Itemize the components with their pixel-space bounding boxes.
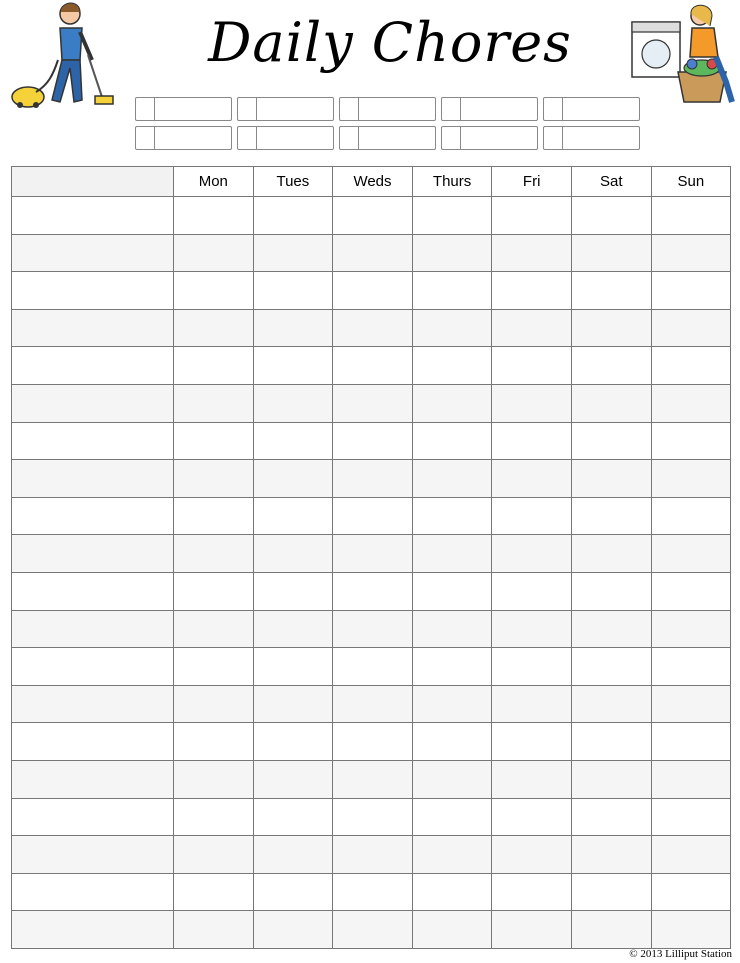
day-cell-sun[interactable] <box>651 535 731 573</box>
chore-name-cell[interactable] <box>12 723 174 761</box>
day-header-fri: Fri <box>492 167 572 197</box>
legend-box[interactable] <box>543 126 640 150</box>
legend-swatch <box>238 98 257 120</box>
legend-box[interactable] <box>135 97 232 121</box>
day-cell-weds[interactable] <box>333 422 413 460</box>
chore-row <box>12 798 731 836</box>
day-cell-fri[interactable] <box>492 347 572 385</box>
legend-row <box>135 97 645 121</box>
day-cell-mon[interactable] <box>174 309 254 347</box>
day-cell-thurs[interactable] <box>412 197 492 235</box>
day-cell-fri[interactable] <box>492 610 572 648</box>
day-cell-sun[interactable] <box>651 272 731 310</box>
day-cell-fri[interactable] <box>492 911 572 949</box>
day-cell-sun[interactable] <box>651 497 731 535</box>
day-cell-thurs[interactable] <box>412 648 492 686</box>
day-cell-weds[interactable] <box>333 610 413 648</box>
day-cell-sat[interactable] <box>571 535 651 573</box>
page-title: Daily Chores <box>208 11 572 74</box>
chore-name-cell[interactable] <box>12 911 174 949</box>
day-cell-fri[interactable] <box>492 723 572 761</box>
chore-name-cell[interactable] <box>12 497 174 535</box>
day-cell-sat[interactable] <box>571 197 651 235</box>
day-cell-thurs[interactable] <box>412 309 492 347</box>
legend-swatch <box>544 98 563 120</box>
chore-name-cell[interactable] <box>12 572 174 610</box>
legend-grid <box>135 97 645 155</box>
day-cell-tues[interactable] <box>253 460 333 498</box>
day-cell-sun[interactable] <box>651 610 731 648</box>
chore-row <box>12 347 731 385</box>
day-cell-tues[interactable] <box>253 272 333 310</box>
legend-label-field[interactable] <box>257 127 333 149</box>
day-cell-sun[interactable] <box>651 798 731 836</box>
chore-name-cell[interactable] <box>12 234 174 272</box>
day-cell-tues[interactable] <box>253 760 333 798</box>
day-cell-tues[interactable] <box>253 422 333 460</box>
chore-name-cell[interactable] <box>12 873 174 911</box>
day-cell-sat[interactable] <box>571 648 651 686</box>
day-cell-mon[interactable] <box>174 572 254 610</box>
day-cell-weds[interactable] <box>333 836 413 874</box>
day-cell-sat[interactable] <box>571 572 651 610</box>
day-cell-mon[interactable] <box>174 272 254 310</box>
day-cell-weds[interactable] <box>333 460 413 498</box>
day-cell-fri[interactable] <box>492 572 572 610</box>
chore-name-cell[interactable] <box>12 460 174 498</box>
chore-row <box>12 535 731 573</box>
day-cell-sat[interactable] <box>571 422 651 460</box>
day-cell-sun[interactable] <box>651 197 731 235</box>
day-cell-tues[interactable] <box>253 911 333 949</box>
day-cell-mon[interactable] <box>174 234 254 272</box>
day-cell-fri[interactable] <box>492 798 572 836</box>
day-cell-weds[interactable] <box>333 347 413 385</box>
day-cell-sun[interactable] <box>651 760 731 798</box>
day-header-thurs: Thurs <box>412 167 492 197</box>
day-cell-thurs[interactable] <box>412 572 492 610</box>
day-cell-sun[interactable] <box>651 309 731 347</box>
day-header-weds: Weds <box>333 167 413 197</box>
day-cell-weds[interactable] <box>333 384 413 422</box>
day-cell-mon[interactable] <box>174 535 254 573</box>
day-cell-mon[interactable] <box>174 648 254 686</box>
day-cell-tues[interactable] <box>253 197 333 235</box>
boy-vacuuming-clipart <box>8 0 128 115</box>
day-cell-sun[interactable] <box>651 347 731 385</box>
day-cell-mon[interactable] <box>174 347 254 385</box>
day-cell-tues[interactable] <box>253 572 333 610</box>
day-cell-sun[interactable] <box>651 460 731 498</box>
day-cell-thurs[interactable] <box>412 836 492 874</box>
day-cell-sat[interactable] <box>571 911 651 949</box>
chore-row <box>12 384 731 422</box>
day-cell-weds[interactable] <box>333 197 413 235</box>
chore-name-cell[interactable] <box>12 384 174 422</box>
chore-chart <box>11 166 731 949</box>
legend-box[interactable] <box>237 126 334 150</box>
day-cell-sat[interactable] <box>571 798 651 836</box>
legend-swatch <box>136 98 155 120</box>
day-cell-fri[interactable] <box>492 460 572 498</box>
day-cell-sun[interactable] <box>651 384 731 422</box>
day-cell-sat[interactable] <box>571 460 651 498</box>
chore-row <box>12 272 731 310</box>
day-cell-fri[interactable] <box>492 497 572 535</box>
day-header-tues: Tues <box>253 167 333 197</box>
chore-row <box>12 234 731 272</box>
day-cell-fri[interactable] <box>492 648 572 686</box>
chore-name-cell[interactable] <box>12 422 174 460</box>
chore-row <box>12 685 731 723</box>
chore-row <box>12 836 731 874</box>
day-cell-weds[interactable] <box>333 798 413 836</box>
legend-swatch <box>442 98 461 120</box>
day-cell-sat[interactable] <box>571 347 651 385</box>
chore-name-cell[interactable] <box>12 610 174 648</box>
chore-name-cell[interactable] <box>12 197 174 235</box>
day-cell-tues[interactable] <box>253 610 333 648</box>
copyright-footer: © 2013 Lilliput Station <box>629 948 732 960</box>
day-cell-mon[interactable] <box>174 873 254 911</box>
day-header-mon: Mon <box>174 167 254 197</box>
day-cell-mon[interactable] <box>174 760 254 798</box>
legend-label-field[interactable] <box>461 98 537 120</box>
chore-row <box>12 760 731 798</box>
day-cell-sun[interactable] <box>651 911 731 949</box>
day-cell-sat[interactable] <box>571 723 651 761</box>
day-cell-mon[interactable] <box>174 798 254 836</box>
day-cell-thurs[interactable] <box>412 798 492 836</box>
day-cell-sun[interactable] <box>651 234 731 272</box>
day-cell-mon[interactable] <box>174 384 254 422</box>
day-cell-tues[interactable] <box>253 723 333 761</box>
day-header-sun: Sun <box>651 167 731 197</box>
legend-swatch <box>442 127 461 149</box>
chore-name-cell[interactable] <box>12 648 174 686</box>
legend-label-field[interactable] <box>155 98 231 120</box>
legend-box[interactable] <box>441 126 538 150</box>
day-cell-sat[interactable] <box>571 610 651 648</box>
day-cell-tues[interactable] <box>253 347 333 385</box>
day-cell-weds[interactable] <box>333 234 413 272</box>
day-cell-fri[interactable] <box>492 197 572 235</box>
legend-box[interactable] <box>441 97 538 121</box>
day-cell-weds[interactable] <box>333 760 413 798</box>
day-cell-mon[interactable] <box>174 197 254 235</box>
legend-label-field[interactable] <box>563 127 639 149</box>
day-cell-thurs[interactable] <box>412 685 492 723</box>
day-cell-sat[interactable] <box>571 309 651 347</box>
chore-header-cell <box>12 167 174 197</box>
chore-name-cell[interactable] <box>12 272 174 310</box>
legend-swatch <box>544 127 563 149</box>
legend-box[interactable] <box>543 97 640 121</box>
day-cell-tues[interactable] <box>253 685 333 723</box>
day-cell-weds[interactable] <box>333 309 413 347</box>
chore-name-cell[interactable] <box>12 798 174 836</box>
legend-box[interactable] <box>339 126 436 150</box>
day-cell-thurs[interactable] <box>412 873 492 911</box>
legend-box[interactable] <box>135 126 232 150</box>
day-cell-sun[interactable] <box>651 422 731 460</box>
day-cell-weds[interactable] <box>333 685 413 723</box>
legend-label-field[interactable] <box>359 98 435 120</box>
day-cell-weds[interactable] <box>333 723 413 761</box>
day-cell-sun[interactable] <box>651 723 731 761</box>
day-cell-tues[interactable] <box>253 535 333 573</box>
day-cell-sun[interactable] <box>651 836 731 874</box>
day-cell-thurs[interactable] <box>412 422 492 460</box>
day-cell-sat[interactable] <box>571 760 651 798</box>
chore-row <box>12 911 731 949</box>
legend-label-field[interactable] <box>359 127 435 149</box>
legend-box[interactable] <box>339 97 436 121</box>
day-cell-fri[interactable] <box>492 272 572 310</box>
legend-swatch <box>238 127 257 149</box>
day-cell-fri[interactable] <box>492 535 572 573</box>
day-cell-mon[interactable] <box>174 836 254 874</box>
day-cell-sat[interactable] <box>571 234 651 272</box>
chore-name-cell[interactable] <box>12 309 174 347</box>
day-cell-thurs[interactable] <box>412 723 492 761</box>
day-cell-tues[interactable] <box>253 798 333 836</box>
day-cell-thurs[interactable] <box>412 535 492 573</box>
chore-name-cell[interactable] <box>12 685 174 723</box>
day-cell-sun[interactable] <box>651 873 731 911</box>
chore-row <box>12 648 731 686</box>
day-cell-fri[interactable] <box>492 422 572 460</box>
legend-row <box>135 126 645 150</box>
legend-label-field[interactable] <box>563 98 639 120</box>
day-cell-thurs[interactable] <box>412 384 492 422</box>
day-cell-weds[interactable] <box>333 911 413 949</box>
day-cell-mon[interactable] <box>174 723 254 761</box>
day-cell-weds[interactable] <box>333 497 413 535</box>
day-cell-mon[interactable] <box>174 610 254 648</box>
chore-row <box>12 460 731 498</box>
day-cell-fri[interactable] <box>492 760 572 798</box>
day-cell-fri[interactable] <box>492 836 572 874</box>
chore-row <box>12 422 731 460</box>
day-cell-tues[interactable] <box>253 648 333 686</box>
chore-name-cell[interactable] <box>12 836 174 874</box>
day-cell-weds[interactable] <box>333 873 413 911</box>
day-cell-fri[interactable] <box>492 685 572 723</box>
chore-row <box>12 572 731 610</box>
day-cell-thurs[interactable] <box>412 460 492 498</box>
day-cell-fri[interactable] <box>492 384 572 422</box>
day-cell-thurs[interactable] <box>412 272 492 310</box>
day-cell-weds[interactable] <box>333 572 413 610</box>
legend-label-field[interactable] <box>461 127 537 149</box>
day-cell-sat[interactable] <box>571 873 651 911</box>
chore-name-cell[interactable] <box>12 535 174 573</box>
day-cell-tues[interactable] <box>253 384 333 422</box>
day-cell-sat[interactable] <box>571 685 651 723</box>
legend-box[interactable] <box>237 97 334 121</box>
day-cell-fri[interactable] <box>492 234 572 272</box>
day-cell-thurs[interactable] <box>412 234 492 272</box>
day-cell-thurs[interactable] <box>412 497 492 535</box>
day-cell-tues[interactable] <box>253 497 333 535</box>
chore-row <box>12 497 731 535</box>
day-cell-sun[interactable] <box>651 685 731 723</box>
day-cell-weds[interactable] <box>333 272 413 310</box>
chore-row <box>12 197 731 235</box>
legend-swatch <box>340 127 359 149</box>
chore-row <box>12 723 731 761</box>
legend-label-field[interactable] <box>257 98 333 120</box>
day-cell-weds[interactable] <box>333 535 413 573</box>
day-cell-mon[interactable] <box>174 497 254 535</box>
day-header-sat: Sat <box>571 167 651 197</box>
legend-label-field[interactable] <box>155 127 231 149</box>
day-cell-tues[interactable] <box>253 309 333 347</box>
day-cell-sat[interactable] <box>571 384 651 422</box>
day-cell-fri[interactable] <box>492 309 572 347</box>
day-cell-thurs[interactable] <box>412 760 492 798</box>
chore-row <box>12 309 731 347</box>
day-cell-mon[interactable] <box>174 422 254 460</box>
day-cell-sat[interactable] <box>571 836 651 874</box>
day-cell-tues[interactable] <box>253 873 333 911</box>
day-cell-sat[interactable] <box>571 497 651 535</box>
day-cell-sun[interactable] <box>651 572 731 610</box>
day-cell-thurs[interactable] <box>412 610 492 648</box>
day-cell-mon[interactable] <box>174 685 254 723</box>
day-cell-weds[interactable] <box>333 648 413 686</box>
legend-swatch <box>340 98 359 120</box>
chore-name-cell[interactable] <box>12 347 174 385</box>
day-cell-fri[interactable] <box>492 873 572 911</box>
day-cell-tues[interactable] <box>253 234 333 272</box>
day-cell-thurs[interactable] <box>412 911 492 949</box>
day-cell-thurs[interactable] <box>412 347 492 385</box>
day-cell-tues[interactable] <box>253 836 333 874</box>
day-cell-sat[interactable] <box>571 272 651 310</box>
day-cell-mon[interactable] <box>174 911 254 949</box>
day-cell-sun[interactable] <box>651 648 731 686</box>
chore-row <box>12 873 731 911</box>
chore-name-cell[interactable] <box>12 760 174 798</box>
day-cell-mon[interactable] <box>174 460 254 498</box>
chore-row <box>12 610 731 648</box>
girl-doing-laundry-clipart <box>630 2 735 107</box>
header-row <box>12 167 731 197</box>
legend-swatch <box>136 127 155 149</box>
